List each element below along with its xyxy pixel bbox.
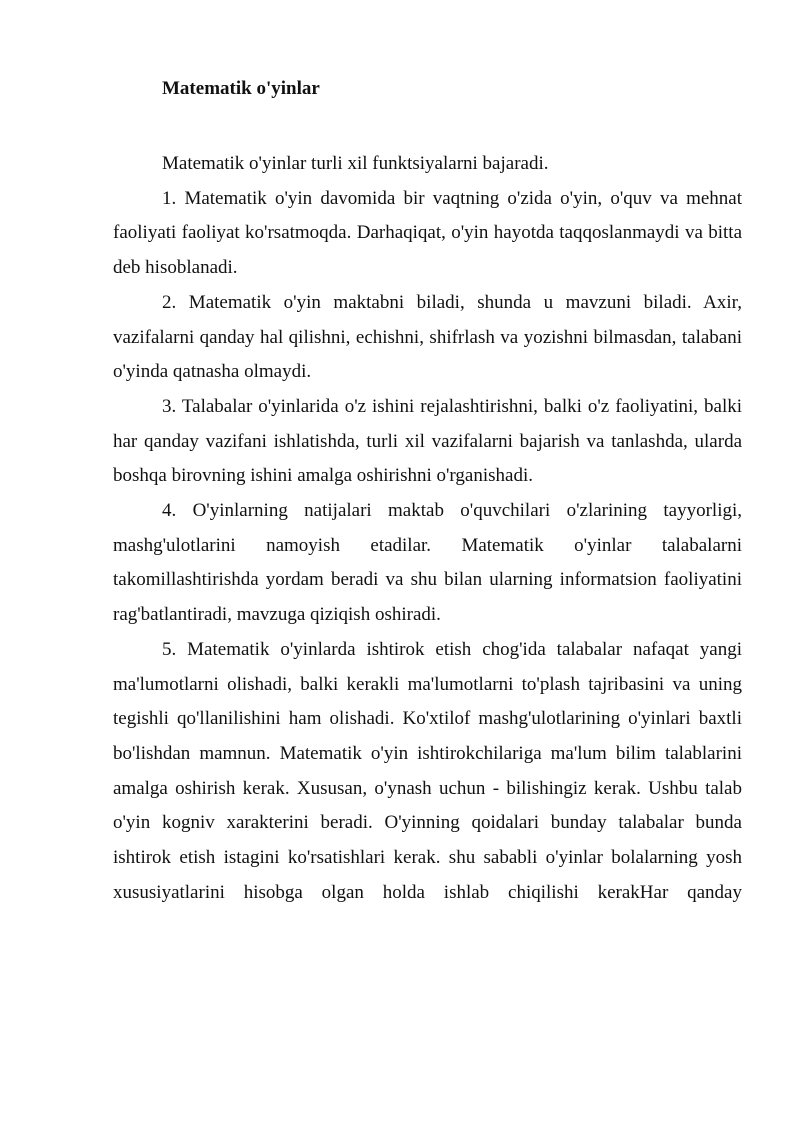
paragraph-intro: Matematik o'yinlar turli xil funktsiyalarni bajaradi. xyxy=(162,153,549,174)
paragraph-4: 4. O'yinlarning natijalari maktab o'quvchilari o'zlarining tayyorligi, mashg'ulotlarini namoyish etadilar. Matematik o'yinlar talabalarni takomillashtirishda yordam beradi va shu bilan ularning informatsion faoliyatini rag'batlantiradi, mavzuga qiziqish oshiradi. xyxy=(113,500,742,626)
paragraph-2: 2. Matematik o'yin maktabni biladi, shunda u mavzuni biladi. Axir, vazifalarni qanday hal qilishni, echishni, shifrlash va yozishni bilmasdan, talabani o'yinda qatnasha olmaydi. xyxy=(113,291,742,383)
paragraph-1: 1. Matematik o'yin davomida bir vaqtning o'zida o'yin, o'quv va mehnat faoliyati faoliyat ko'rsatmoqda. Darhaqiqat, o'yin hayotda taqqoslanmaydi va bitta deb hisoblanadi. xyxy=(113,187,742,279)
document-body xyxy=(113,147,742,910)
document-title: Matematik o'yinlar xyxy=(162,78,320,99)
paragraph-3: 3. Talabalar o'yinlarida o'z ishini rejalashtirishni, balki o'z faoliyatini, balki har qanday vazifani ishlatishda, turli xil vazifalarni bajarish va tanlashda, ularda boshqa birovning ishini amalga oshirishni o'rganishadi. xyxy=(113,395,742,487)
paragraph-5: 5. Matematik o'yinlarda ishtirok etish chog'ida talabalar nafaqat yangi ma'lumotlarni olishadi, balki kerakli ma'lumotlarni to'plash tajribasini va uning tegishli qo'llanilishini ham olishadi. Ko'xtilof mashg'ulotlarining o'yinlari baxtli bo'lishdan mamnun. Matematik o'yin ishtirokchilariga ma'lum bilim talablarini amalga oshirish kerak. Xususan, o'ynash uchun - bilishingiz kerak. Ushbu talab o'yin kogniv xarakterini beradi. O'yinning qoidalari bunday talabalar bunda ishtirok etish istagini ko'rsatishlari kerak. shu sababli o'yinlar bolalarning yosh xususiyatlarini hisobga olgan holda ishlab chiqilishi kerakHar qanday xyxy=(113,638,742,903)
